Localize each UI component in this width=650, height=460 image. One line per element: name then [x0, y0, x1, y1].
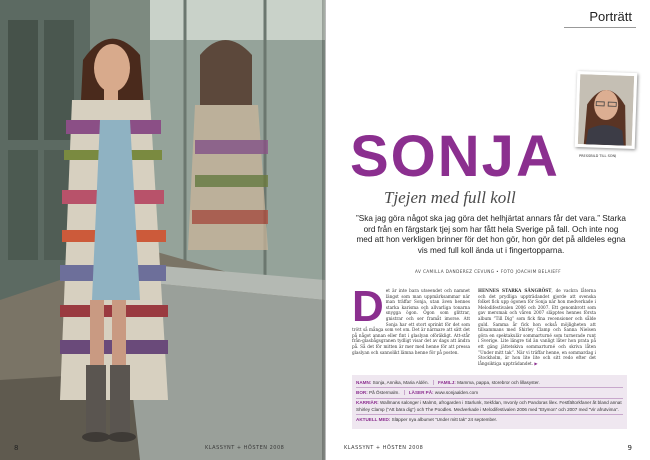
right-footer	[326, 442, 650, 452]
fact-divider	[404, 390, 405, 395]
body-text-2: , de vackra låterna och det prydliga uppträdandet gjorde att svenska folket fick upp ögonen för Sonja när hon medverkade i Melodifestivalen 2006 och 2007. Ett genombrott som gav mersmak och våren 2007 släpptes hennes första album ”Till Dig” som fick fina recensioner och sålde guld. Samma år fick hon också möjligheten att tillsammans med Shirley Clamp och Sanna Nielsen göra en spektakulär sommarturné som turnerade runt i Sverige. Lite längre tid än vanligt låter hon prata på ett gäng jättetskiva sommarturné och skriva låten ”Under mitt tak”. När vi träffar henne, en sommardag i Stockholm, är hon lite lite och sitt redo efter det långsiktiga uppträdandet.	[478, 288, 596, 366]
right-page	[326, 0, 650, 460]
section-label: Porträtt	[589, 9, 632, 24]
fact-divider	[433, 380, 434, 385]
fact-key: KARRIÄR:	[356, 400, 379, 406]
portrait-caption: PRESSBILD TILL SONJ	[579, 154, 617, 158]
headline: SONJA	[350, 124, 560, 189]
body-column-1	[352, 282, 470, 355]
section-rule	[564, 27, 636, 28]
right-footer-magazine: KLASSYNT + HÖSTEN 2008	[344, 445, 424, 451]
fact-value: Mamma, pappa, storebror och lillasyster.	[457, 379, 540, 385]
right-page-number: 9	[627, 444, 632, 452]
continue-arrow-icon: ▶	[534, 360, 538, 366]
portrait-photo	[575, 71, 638, 149]
fact-value: Wallmans salonger i Malmö, afrogarden i Starlunk, Sekfdan, Invonly och Pandoras lilex. Festfältorkfaner åt bland annat Shirley Clamp (”Att bära dig”) och The Poodles. Medverkade i Melodifestivalen 2006 med ”Etymon” och 2007 med ”Vir afrutvima”.	[356, 400, 622, 412]
fact-key: BOR:	[356, 389, 368, 395]
fact-key: NAMN:	[356, 379, 372, 385]
left-footer-magazine: KLASSYNT + HÖSTEN 2008	[205, 445, 285, 451]
fact-key: FAMILJ:	[437, 379, 456, 385]
fact-row	[356, 378, 623, 388]
left-page-number: 8	[14, 444, 19, 452]
body-column-2	[478, 288, 596, 366]
fact-value: På Östermalm.	[369, 389, 400, 395]
fact-key: AKTUELL MED:	[356, 416, 391, 422]
lead-paragraph: ”Ska jag göra något ska jag göra det helhjärtat annars får det vara.” Starka ord från en färgstark tjej som har fått hela Sverige på fall. Och inte nog med att hon verkligen brinner för det hon gör, hon gör det på alldeles egna vis med full koll ända ut i fingertopparna.	[356, 214, 626, 255]
body-lead-in: HENNES STARKA SÅNGRÖST	[478, 288, 552, 293]
fact-value: Släpper nya albumet ”Under mitt tak” 24 september.	[391, 416, 498, 422]
fact-key: LÄSER PÅ:	[408, 389, 434, 395]
fact-link: www.sonjaalden.com	[434, 389, 479, 395]
body-text-1: et är inte bara utseendet och namnet längst som man uppmärksammar när man träffar Sonja, utan även hennes starka karisma och allvarliga tonarna snygga ögon. Ögon som glittrar, gnistrar och ser framåt imorse. Att Sonja har ett stort sprinkt för det som trött så många som vet om. Det är närmare att sätt det på något annan eller fint i glaslyan oföräkligt. Att-står från-glasbågsgranen tydligt visar det av dags att ändra på. Så det för mitten är mer med henne för att pressa glaslyan och sannolikt lämna henne för på posten.	[352, 288, 470, 355]
portrait-image	[578, 74, 634, 146]
byline: AV CAMILLA DANDEREZ CEVUNG • FOTO JOACHIM BELAIEFF	[414, 269, 562, 274]
deck-subtitle: Tjejen med full koll	[384, 188, 516, 207]
drop-cap: D	[352, 282, 384, 331]
fact-value: Sonja, Annika, Maria Aldén.	[372, 379, 429, 385]
fact-row	[356, 415, 623, 424]
fact-row	[356, 388, 623, 398]
fact-box	[352, 375, 627, 429]
fact-row	[356, 399, 623, 416]
